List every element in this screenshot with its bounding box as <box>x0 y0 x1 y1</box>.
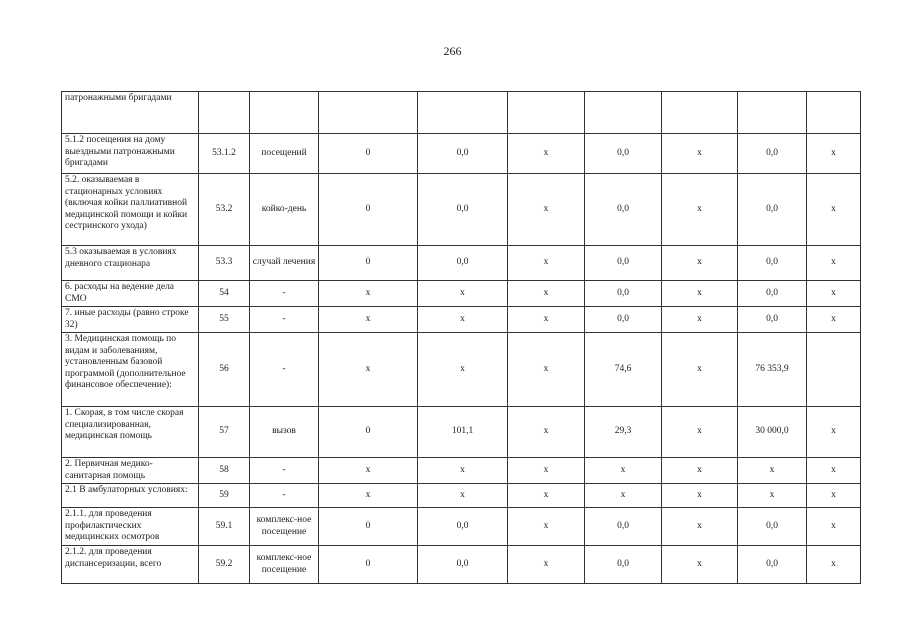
table-cell <box>807 92 861 134</box>
table-cell <box>250 92 319 134</box>
table-row <box>62 546 861 584</box>
table-cell: 0,0 <box>738 246 807 281</box>
table-cell: 0,0 <box>418 174 508 246</box>
table-cell: - <box>250 458 319 484</box>
table-cell: комплекс-ное посещение <box>250 546 319 584</box>
table-cell: 0,0 <box>418 508 508 546</box>
row-label-cell: 6. расходы на ведение дела СМО <box>62 281 199 307</box>
table-cell: 0,0 <box>418 546 508 584</box>
table-cell: х <box>418 333 508 407</box>
table-cell: х <box>319 458 418 484</box>
table-cell: 0,0 <box>585 174 662 246</box>
table-cell: 0 <box>319 407 418 458</box>
page-number: 266 <box>443 44 462 58</box>
table-cell: посещений <box>250 134 319 174</box>
table-cell: х <box>807 307 861 333</box>
table-cell: х <box>807 246 861 281</box>
table-cell: 0,0 <box>585 307 662 333</box>
table-cell: х <box>807 281 861 307</box>
table-cell: х <box>738 484 807 508</box>
row-label-cell: 3. Медицинская помощь по видам и заболеваниям, установленным базовой программой (дополнительное финансовое обеспечение): <box>62 333 199 407</box>
table-cell: 53.2 <box>199 174 250 246</box>
table-cell: 0,0 <box>585 281 662 307</box>
table-cell: х <box>807 134 861 174</box>
table-cell: х <box>807 508 861 546</box>
table-row <box>62 407 861 458</box>
financing-table <box>61 91 861 584</box>
table-cell: 0,0 <box>738 281 807 307</box>
table-cell: х <box>585 484 662 508</box>
table-cell: х <box>508 333 585 407</box>
table-cell: х <box>319 484 418 508</box>
table-cell: 0 <box>319 546 418 584</box>
table-cell: х <box>662 458 738 484</box>
table-cell: х <box>807 174 861 246</box>
table-cell: 0,0 <box>738 508 807 546</box>
table-row <box>62 333 861 407</box>
table-cell: - <box>250 484 319 508</box>
table-cell: х <box>508 458 585 484</box>
table-cell: 0 <box>319 508 418 546</box>
row-label-cell: 7. иные расходы (равно строке 32) <box>62 307 199 333</box>
table-cell: 0,0 <box>738 174 807 246</box>
table-row <box>62 508 861 546</box>
table-cell: х <box>418 458 508 484</box>
table-cell: х <box>319 333 418 407</box>
table-cell: 0 <box>319 174 418 246</box>
table-cell: х <box>662 546 738 584</box>
table-cell: - <box>250 333 319 407</box>
table-cell: комплекс-ное посещение <box>250 508 319 546</box>
table-row <box>62 484 861 508</box>
table-cell: х <box>319 281 418 307</box>
table-row <box>62 458 861 484</box>
table-cell: х <box>662 508 738 546</box>
table-row <box>62 134 861 174</box>
table-cell: х <box>662 134 738 174</box>
table-cell: х <box>418 307 508 333</box>
table-cell <box>662 92 738 134</box>
table-row <box>62 174 861 246</box>
table-cell: 76 353,9 <box>738 333 807 407</box>
table-cell: койко-день <box>250 174 319 246</box>
table-cell: 29,3 <box>585 407 662 458</box>
table-cell: х <box>585 458 662 484</box>
table-cell: х <box>662 333 738 407</box>
table-cell <box>199 92 250 134</box>
row-label-cell: 2.1.2. для проведения диспансеризации, всего <box>62 546 199 584</box>
table-cell: 0,0 <box>738 546 807 584</box>
table-cell: х <box>508 546 585 584</box>
table-cell: х <box>807 484 861 508</box>
table-cell: х <box>418 484 508 508</box>
table-cell: 59.2 <box>199 546 250 584</box>
table-cell <box>807 333 861 407</box>
table-cell: 0,0 <box>418 134 508 174</box>
table-cell: х <box>662 407 738 458</box>
table-row <box>62 281 861 307</box>
table-cell: - <box>250 307 319 333</box>
table-cell: х <box>738 458 807 484</box>
row-label-cell: патронажными бригадами <box>62 92 199 134</box>
table-cell: х <box>508 508 585 546</box>
row-label-cell: 1. Скорая, в том числе скорая специализированная, медицинская помощь <box>62 407 199 458</box>
table-cell: х <box>662 484 738 508</box>
row-label-cell: 5.1.2 посещения на дому выездными патронажными бригадами <box>62 134 199 174</box>
table-cell: 57 <box>199 407 250 458</box>
table-cell <box>418 92 508 134</box>
table-cell: 59 <box>199 484 250 508</box>
table-cell: 59.1 <box>199 508 250 546</box>
table-row <box>62 92 861 134</box>
row-label-cell: 2.1 В амбулаторных условиях: <box>62 484 199 508</box>
table-cell: 30 000,0 <box>738 407 807 458</box>
table-cell: х <box>662 174 738 246</box>
table-cell: 53.1.2 <box>199 134 250 174</box>
table-cell: х <box>319 307 418 333</box>
table-cell: х <box>508 174 585 246</box>
table-cell: 53.3 <box>199 246 250 281</box>
row-label-cell: 5.3 оказываемая в условиях дневного стационара <box>62 246 199 281</box>
table-cell: х <box>662 307 738 333</box>
table-cell: 0,0 <box>738 134 807 174</box>
table-cell: 0,0 <box>585 546 662 584</box>
table-cell: х <box>662 281 738 307</box>
table-cell: 0 <box>319 246 418 281</box>
table-cell: 0,0 <box>738 307 807 333</box>
table-cell: 58 <box>199 458 250 484</box>
table-row <box>62 246 861 281</box>
table-body <box>62 92 861 584</box>
table-cell: 74,6 <box>585 333 662 407</box>
table-cell: х <box>508 246 585 281</box>
table-cell <box>738 92 807 134</box>
table-cell: х <box>662 246 738 281</box>
table-cell: 55 <box>199 307 250 333</box>
table-cell <box>508 92 585 134</box>
table-cell: х <box>508 307 585 333</box>
table-cell: 0 <box>319 134 418 174</box>
table-cell: х <box>508 281 585 307</box>
row-label-cell: 2.1.1. для проведения профилактических медицинских осмотров <box>62 508 199 546</box>
table-cell: х <box>807 407 861 458</box>
table-cell: 0,0 <box>585 134 662 174</box>
table-cell: 101,1 <box>418 407 508 458</box>
table-cell: х <box>508 407 585 458</box>
table-cell: х <box>508 134 585 174</box>
table-cell: 56 <box>199 333 250 407</box>
table-cell: х <box>807 546 861 584</box>
table-cell: х <box>418 281 508 307</box>
table-cell: - <box>250 281 319 307</box>
table-cell <box>319 92 418 134</box>
table-row <box>62 307 861 333</box>
table-cell: вызов <box>250 407 319 458</box>
table-cell: 0,0 <box>585 508 662 546</box>
table-cell: 0,0 <box>418 246 508 281</box>
row-label-cell: 2. Первичная медико-санитарная помощь <box>62 458 199 484</box>
table-cell: случай лечения <box>250 246 319 281</box>
table-cell: 0,0 <box>585 246 662 281</box>
table-cell: 54 <box>199 281 250 307</box>
table-cell: х <box>508 484 585 508</box>
row-label-cell: 5.2. оказываемая в стационарных условиях (включая койки паллиативной медицинской помощи и койки сестринского ухода) <box>62 174 199 246</box>
table-cell: х <box>807 458 861 484</box>
table-cell <box>585 92 662 134</box>
